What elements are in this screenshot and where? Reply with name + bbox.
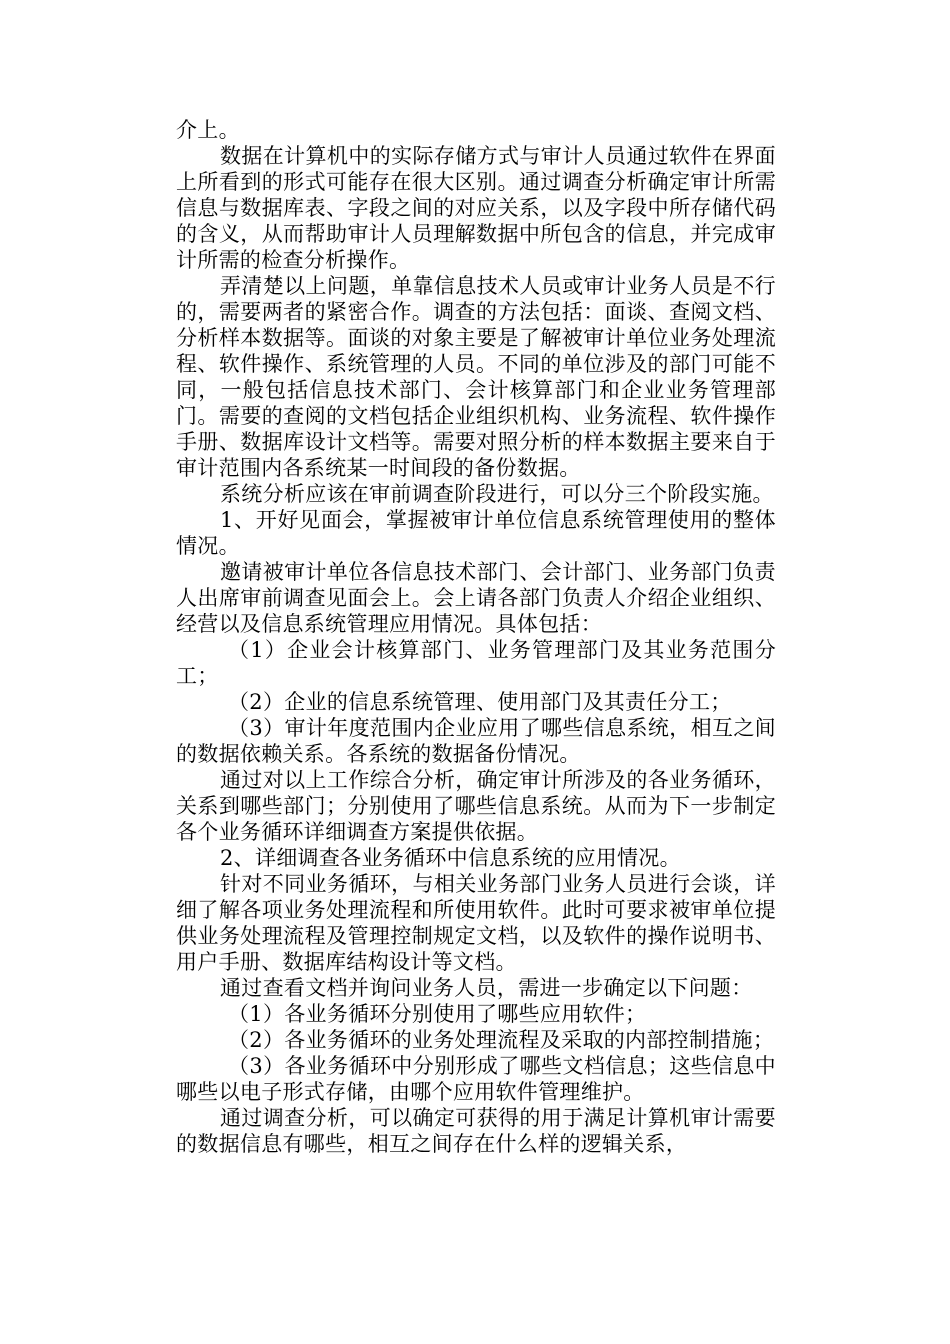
list-item: （2）各业务循环的业务处理流程及采取的内部控制措施； <box>228 1028 775 1052</box>
paragraph: 通过调查分析，可以确定可获得的用于满足计算机审计需要的数据信息有哪些，相互之间存在什么样的逻辑关系， <box>176 1106 776 1156</box>
paragraph: 通过对以上工作综合分析，确定审计所涉及的各业务循环，关系到哪些部门；分别使用了哪些信息系统。从而为下一步制定各个业务循环详细调查方案提供依据。 <box>176 768 776 844</box>
list-item: （2）企业的信息系统管理、使用部门及其责任分工； <box>228 690 732 714</box>
list-item: （3）各业务循环中分别形成了哪些文档信息；这些信息中哪些以电子形式存储，由哪个应用软件管理维护。 <box>176 1054 776 1104</box>
list-item: （1）企业会计核算部门、业务管理部门及其业务范围分工； <box>176 638 776 688</box>
document-body <box>176 117 776 1157</box>
paragraph: 系统分析应该在审前调查阶段进行，可以分三个阶段实施。 <box>220 482 774 506</box>
section-heading: 2、详细调查各业务循环中信息系统的应用情况。 <box>220 846 681 870</box>
paragraph: 针对不同业务循环，与相关业务部门业务人员进行会谈，详细了解各项业务处理流程和所使用软件。此时可要求被审单位提供业务处理流程及管理控制规定文档，以及软件的操作说明书、用户手册、数据库结构设计等文档。 <box>176 872 776 974</box>
paragraph: 邀请被审计单位各信息技术部门、会计部门、业务部门负责人出席审前调查见面会上。会上请各部门负责人介绍企业组织、经营以及信息系统管理应用情况。具体包括： <box>176 560 776 636</box>
list-item: （1）各业务循环分别使用了哪些应用软件； <box>228 1002 647 1026</box>
paragraph: 数据在计算机中的实际存储方式与审计人员通过软件在界面上所看到的形式可能存在很大区别。通过调查分析确定审计所需信息与数据库表、字段之间的对应关系，以及字段中所存储代码的含义，从而帮助审计人员理解数据中所包含的信息，并完成审计所需的检查分析操作。 <box>176 144 776 272</box>
paragraph: 弄清楚以上问题，单靠信息技术人员或审计业务人员是不行的，需要两者的紧密合作。调查的方法包括：面谈、查阅文档、分析样本数据等。面谈的对象主要是了解被审计单位业务处理流程、软件操作、系统管理的人员。不同的单位涉及的部门可能不同，一般包括信息技术部门、会计核算部门和企业业务管理部门。需要的查阅的文档包括企业组织机构、业务流程、软件操作手册、数据库设计文档等。需要对照分析的样本数据主要来自于审计范围内各系统某一时间段的备份数据。 <box>176 274 776 480</box>
section-heading: 1、开好见面会，掌握被审计单位信息系统管理使用的整体情况。 <box>176 508 776 558</box>
paragraph: 介上。 <box>176 118 240 142</box>
list-item: （3）审计年度范围内企业应用了哪些信息系统，相互之间的数据依赖关系。各系统的数据备份情况。 <box>176 716 776 766</box>
paragraph: 通过查看文档并询问业务人员，需进一步确定以下问题： <box>220 976 753 1000</box>
